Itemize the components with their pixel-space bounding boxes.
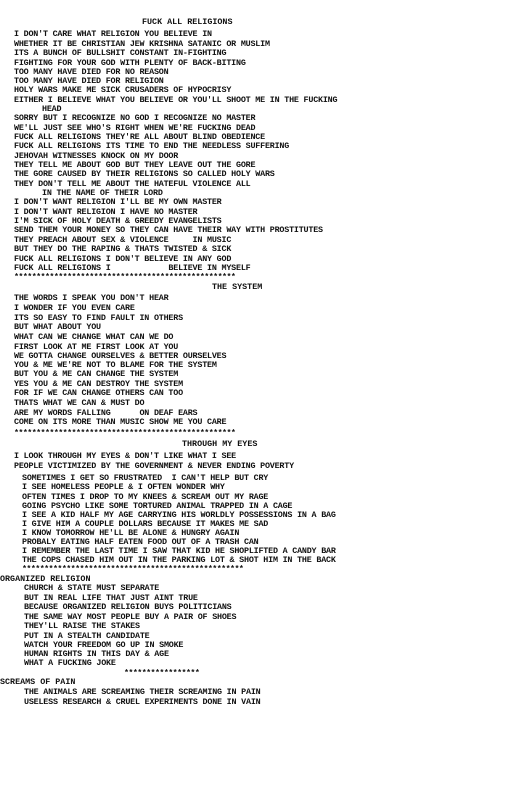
lyric-line: BUT YOU & ME CAN CHANGE THE SYSTEM: [14, 369, 179, 379]
lyric-line: CHURCH & STATE MUST SEPARATE: [24, 583, 160, 593]
lyric-line: I DON'T WANT RELIGION I'LL BE MY OWN MASTER: [14, 197, 222, 207]
lyric-line: THE SAME WAY MOST PEOPLE BUY A PAIR OF SHOES: [24, 612, 237, 622]
lyric-line: COME ON ITS MORE THAN MUSIC SHOW ME YOU CARE: [14, 417, 227, 427]
lyric-line: I DON'T WANT RELIGION I HAVE NO MASTER: [14, 207, 198, 217]
lyric-line: FUCK ALL RELIGIONS I DON'T BELIEVE IN ANY GOD: [14, 254, 232, 264]
lyric-line: I GIVE HIM A COUPLE DOLLARS BECAUSE IT MAKES ME SAD: [22, 519, 269, 529]
lyric-line: I SEE HOMELESS PEOPLE & I OFTEN WONDER WHY: [22, 482, 225, 492]
separator-line: **************************************************: [14, 272, 236, 282]
lyric-line: SORRY BUT I RECOGNIZE NO GOD I RECOGNIZE NO MASTER: [14, 113, 256, 123]
lyric-line: THEY DON'T TELL ME ABOUT THE HATEFUL VIOLENCE ALL: [14, 179, 251, 189]
section-title: FUCK ALL RELIGIONS: [142, 17, 233, 27]
lyric-line: SEND THEM YOUR MONEY SO THEY CAN HAVE THEIR WAY WITH PROSTITUTES: [14, 225, 323, 235]
lyric-line: THEY'LL RAISE THE STAKES: [24, 621, 140, 631]
lyric-line: BUT IN REAL LIFE THAT JUST AINT TRUE: [24, 593, 198, 603]
lyric-line: USELESS RESEARCH & CRUEL EXPERIMENTS DONE IN VAIN: [24, 697, 261, 707]
lyric-line: BECAUSE ORGANIZED RELIGION BUYS POLITICIANS: [24, 602, 232, 612]
lyric-line: FUCK ALL RELIGIONS THEY'RE ALL ABOUT BLIND OBEDIENCE: [14, 132, 265, 142]
lyric-line: JEHOVAH WITNESSES KNOCK ON MY DOOR: [14, 151, 179, 161]
lyric-line: ARE MY WORDS FALLING ON DEAF EARS: [14, 408, 198, 418]
lyric-line: I SEE A KID HALF MY AGE CARRYING HIS WORLDLY POSSESSIONS IN A BAG: [22, 510, 336, 520]
lyric-line: WHAT CAN WE CHANGE WHAT CAN WE DO: [14, 332, 174, 342]
lyric-line: HUMAN RIGHTS IN THIS DAY & AGE: [24, 649, 169, 659]
lyric-line: I REMEMBER THE LAST TIME I SAW THAT KID HE SHOPLIFTED A CANDY BAR: [22, 546, 336, 556]
lyric-line: WE'LL JUST SEE WHO'S RIGHT WHEN WE'RE FUCKING DEAD: [14, 123, 256, 133]
lyric-line: THEY PREACH ABOUT SEX & VIOLENCE IN MUSIC: [14, 235, 232, 245]
lyric-line: FIRST LOOK AT ME FIRST LOOK AT YOU: [14, 342, 179, 352]
lyric-line: TOO MANY HAVE DIED FOR RELIGION: [14, 76, 164, 86]
separator-line: *****************: [124, 668, 200, 678]
lyric-line: WHETHER IT BE CHRISTIAN JEW KRISHNA SATANIC OR MUSLIM: [14, 39, 270, 49]
lyric-line: THE COPS CHASED HIM OUT IN THE PARKING LOT & SHOT HIM IN THE BACK: [22, 555, 336, 565]
lyric-line: ITS SO EASY TO FIND FAULT IN OTHERS: [14, 313, 183, 323]
lyric-line: YES YOU & ME CAN DESTROY THE SYSTEM: [14, 379, 183, 389]
section-title: ORGANIZED RELIGION: [0, 574, 91, 584]
separator-line: **************************************************: [14, 428, 236, 438]
lyric-line: TOO MANY HAVE DIED FOR NO REASON: [14, 67, 169, 77]
lyric-line: BUT THEY DO THE RAPING & THATS TWISTED & SICK: [14, 244, 232, 254]
lyric-line: PUT IN A STEALTH CANDIDATE: [24, 631, 150, 641]
lyric-line: I KNOW TOMORROW HE'LL BE ALONE & HUNGRY AGAIN: [22, 528, 240, 538]
lyric-line: PEOPLE VICTIMIZED BY THE GOVERNMENT & NEVER ENDING POVERTY: [14, 461, 294, 471]
lyric-line: THATS WHAT WE CAN & MUST DO: [14, 398, 145, 408]
lyric-line: IN THE NAME OF THEIR LORD: [42, 188, 163, 198]
section-title: THE SYSTEM: [212, 282, 263, 292]
lyric-line: ITS A BUNCH OF BULLSHIT CONSTANT IN-FIGHTING: [14, 48, 227, 58]
lyric-line: HOLY WARS MAKE ME SICK CRUSADERS OF HYPOCRISY: [14, 85, 232, 95]
section-title: SCREAMS OF PAIN: [0, 677, 76, 687]
lyric-line: WATCH YOUR FREEDOM GO UP IN SMOKE: [24, 640, 184, 650]
lyric-line: I'M SICK OF HOLY DEATH & GREEDY EVANGELISTS: [14, 216, 222, 226]
lyric-line: THE ANIMALS ARE SCREAMING THEIR SCREAMING IN PAIN: [24, 687, 261, 697]
lyric-line: OFTEN TIMES I DROP TO MY KNEES & SCREAM OUT MY RAGE: [22, 492, 269, 502]
section-title: THROUGH MY EYES: [182, 439, 258, 449]
lyric-line: EITHER I BELIEVE WHAT YOU BELIEVE OR YOU'LL SHOOT ME IN THE FUCKING: [14, 95, 338, 105]
lyric-line: THE WORDS I SPEAK YOU DON'T HEAR: [14, 293, 169, 303]
lyric-line: PROBALY EATING HALF EATEN FOOD OUT OF A TRASH CAN: [22, 537, 259, 547]
separator-line: **************************************************: [22, 564, 244, 574]
lyric-line: THEY TELL ME ABOUT GOD BUT THEY LEAVE OUT THE GORE: [14, 160, 256, 170]
lyric-line: I DON'T CARE WHAT RELIGION YOU BELIEVE IN: [14, 29, 212, 39]
lyric-line: BUT WHAT ABOUT YOU: [14, 322, 101, 332]
lyric-line: WHAT A FUCKING JOKE: [24, 658, 116, 668]
lyric-line: GOING PSYCHO LIKE SOME TORTURED ANIMAL TRAPPED IN A CAGE: [22, 501, 293, 511]
lyric-line: WE GOTTA CHANGE OURSELVES & BETTER OURSELVES: [14, 351, 227, 361]
lyric-line: SOMETIMES I GET SO FRUSTRATED I CAN'T HELP BUT CRY: [22, 473, 269, 483]
lyric-line: I WONDER IF YOU EVEN CARE: [14, 303, 135, 313]
lyric-line: I LOOK THROUGH MY EYES & DON'T LIKE WHAT I SEE: [14, 451, 236, 461]
lyric-line: FOR IF WE CAN CHANGE OTHERS CAN TOO: [14, 388, 183, 398]
lyric-line: THE GORE CAUSED BY THEIR RELIGIONS SO CALLED HOLY WARS: [14, 169, 275, 179]
lyric-line: FUCK ALL RELIGIONS ITS TIME TO END THE NEEDLESS SUFFERING: [14, 141, 290, 151]
lyric-line: HEAD: [42, 104, 62, 114]
lyric-line: FUCK ALL RELIGIONS I BELIEVE IN MYSELF: [14, 263, 251, 273]
lyric-line: YOU & ME WE'RE NOT TO BLAME FOR THE SYSTEM: [14, 360, 217, 370]
lyric-line: FIGHTING FOR YOUR GOD WITH PLENTY OF BACK-BITING: [14, 58, 246, 68]
